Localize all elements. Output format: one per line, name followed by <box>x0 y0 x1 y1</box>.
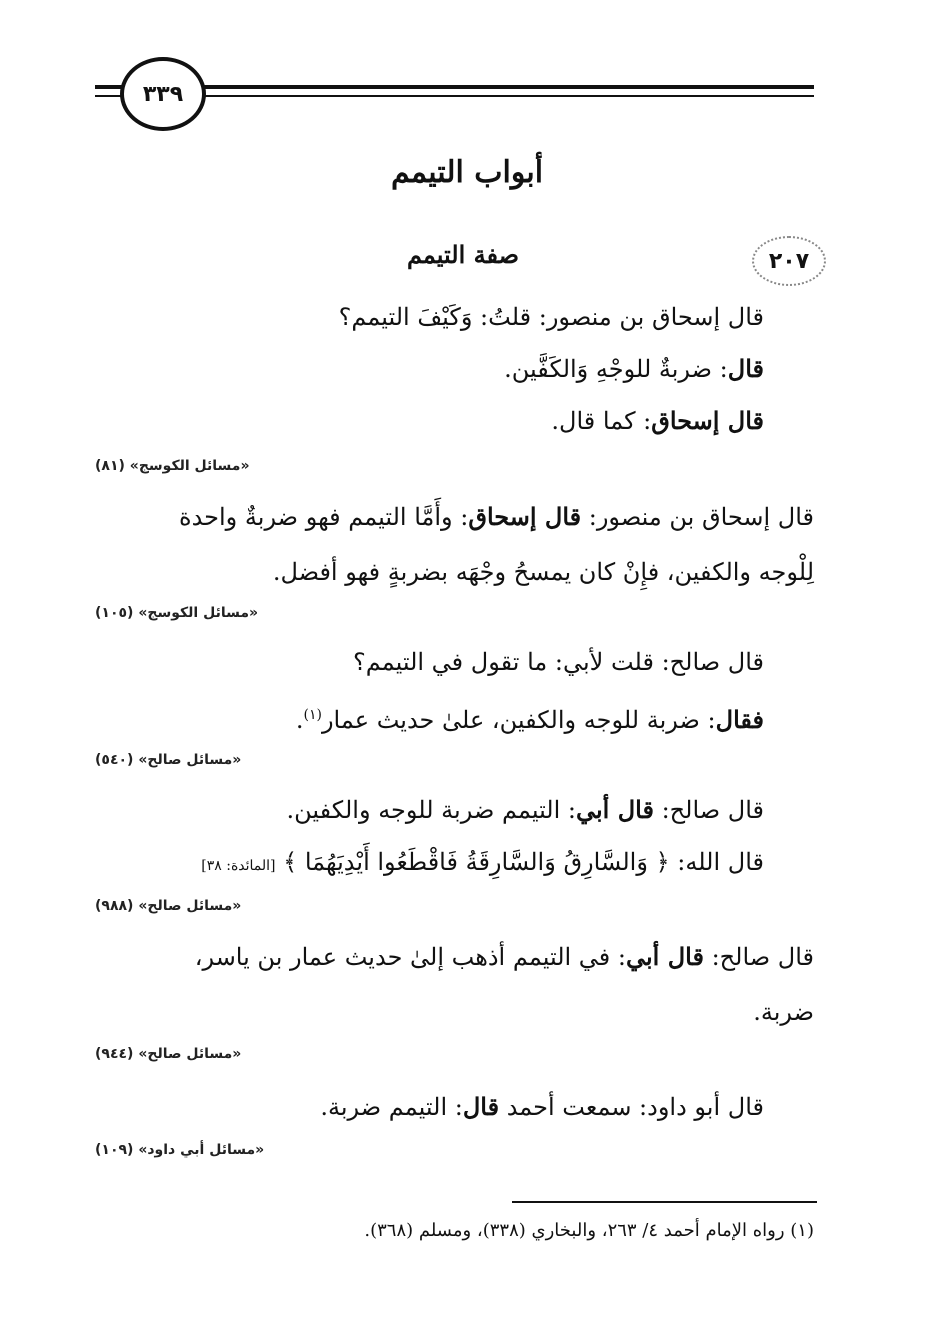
text-line: قال أبو داود: سمعت أحمد قال: التيمم ضربة. <box>320 1092 764 1121</box>
text-line: قال صالح: قلت لأبي: ما تقول في التيمم؟ <box>353 648 764 676</box>
source-citation: «مسائل صالح» (٩٤٤) <box>95 1046 242 1062</box>
footnote-divider <box>512 1201 817 1203</box>
section-title: صفة التيمم <box>406 240 519 269</box>
speaker-label: قال <box>462 1092 500 1121</box>
text-line: فقال: ضربة للوجه والكفين، علىٰ حديث عمار$^{(١)}$. <box>295 705 764 734</box>
source-citation: «مسائل صالح» (٥٤٠) <box>95 752 242 768</box>
section-number-badge <box>752 236 826 286</box>
speaker-label: قال أبي <box>576 795 654 824</box>
speaker-label: فقال <box>715 705 764 734</box>
quran-verse: ﴿ وَالسَّارِقُ وَالسَّارِقَةُ فَاقْطَعُوا أَيْدِيَهُمَا ﴾ <box>283 848 670 876</box>
page-number: ٣٣٩ <box>142 81 184 107</box>
speaker-label: قال أبي <box>626 942 704 971</box>
speaker-label: قال <box>727 354 764 383</box>
text-line: لِلْوجه والكفين، فإِنْ كان يمسحُ وجْهَه بضربةٍ فهو أفضل. <box>272 558 814 586</box>
source-citation: «مسائل الكوسج» (١٠٥) <box>95 605 259 621</box>
page-number-badge <box>120 57 206 131</box>
source-citation: «مسائل أبي داود» (١٠٩) <box>95 1142 265 1158</box>
text-line: قال الله: ﴿ وَالسَّارِقُ وَالسَّارِقَةُ فَاقْطَعُوا أَيْدِيَهُمَا ﴾ [المائدة: ٣٨] <box>201 848 764 876</box>
section-number: ٢٠٧ <box>768 248 810 274</box>
text-line: ضربة. <box>753 998 814 1026</box>
verse-reference: [المائدة: ٣٨] <box>201 858 276 874</box>
chapter-title: أبواب التيمم <box>390 155 544 190</box>
source-citation: «مسائل صالح» (٩٨٨) <box>95 898 242 914</box>
text-line: قال صالح: قال أبي: التيمم ضربة للوجه والكفين. <box>286 795 764 824</box>
footnote: (١) رواه الإمام أحمد ٤/ ٢٦٣، والبخاري (٣٣٨)، ومسلم (٣٦٨). <box>364 1220 814 1241</box>
text-line: قال إسحاق بن منصور: قال إسحاق: وأَمَّا التيمم فهو ضربةٌ واحدة <box>179 502 814 531</box>
speaker-label: قال إسحاق <box>468 502 582 531</box>
text-line: قال: ضربةٌ للوجْهِ وَالكَفَّين. <box>504 354 764 383</box>
text-line: قال صالح: قال أبي: في التيمم أذهب إلىٰ حديث عمار بن ياسر، <box>194 942 814 971</box>
footnote-ref: (١) <box>303 707 322 723</box>
speaker-label: قال إسحاق <box>651 406 764 435</box>
text-line: قال إسحاق: كما قال. <box>551 406 764 435</box>
source-citation: «مسائل الكوسج» (٨١) <box>95 458 250 474</box>
text-line: قال إسحاق بن منصور: قلتُ: وَكَيْفَ التيمم؟ <box>338 303 764 331</box>
